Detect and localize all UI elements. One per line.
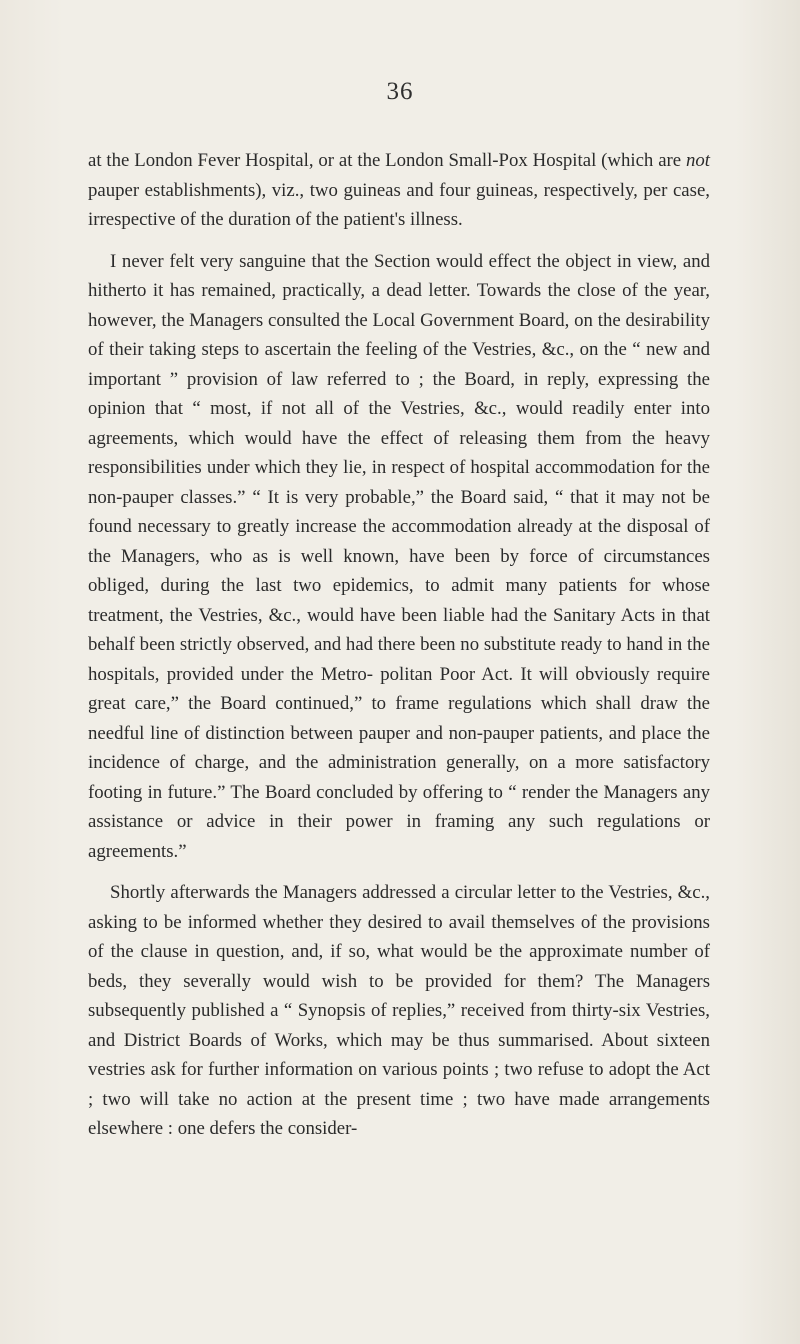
body-text — [88, 146, 710, 1156]
paragraph-2: I never felt very sanguine that the Section would effect the object in view, and hitherto it has remained, practically, a dead letter. Towards the close of the year, however, the Managers consulted the Local Government Board, on the desirability of their taking steps to ascertain the feeling of the Vestries, &c., on the “ new and important ” provision of law referred to ; the Board, in reply, expressing the opinion that “ most, if not all of the Vestries, &c., would readily enter into agreements, which would have the effect of releasing them from the heavy responsibilities under which they lie, in respect of hospital accommodation for the non-pauper classes.” “ It is very probable,” the Board said, “ that it may not be found necessary to greatly increase the accommodation already at the disposal of the Managers, who as is well known, have been by force of circumstances obliged, during the last two epidemics, to admit many patients for whose treatment, the Vestries, &c., would have been liable had the Sanitary Acts in that behalf been strictly observed, and had there been no substitute ready to hand in the hospitals, provided under the Metro- politan Poor Act. It will obviously require great care,” the Board continued,” to frame regulations which shall draw the needful line of distinction between pauper and non-pauper patients, and place the incidence of charge, and the administration generally, on a more satisfactory footing in future.” The Board concluded by offering to “ render the Managers any assistance or advice in their power in framing any such regulations or agreements.” — [88, 250, 710, 862]
paragraph-1 — [88, 146, 710, 235]
paragraph-1-end: pauper establishments), viz., two guineas and four guineas, respectively, per case, irrespective of the duration of the patient's illness. — [88, 179, 710, 230]
paragraph-3: Shortly afterwards the Managers addressed a circular letter to the Vestries, &c., asking to be informed whether they desired to avail themselves of the provisions of the clause in question, and, if so, what would be the approximate number of beds, they severally would wish to be provided for them? The Managers subsequently published a “ Synopsis of replies,” received from thirty-six Vestries, and District Boards of Works, which may be thus summarised. About sixteen vestries ask for further information on various points ; two refuse to adopt the Act ; two will take no action at the present time ; two have made arrangements elsewhere : one defers the consider- — [88, 882, 710, 1139]
paragraph-1-emphasis: not — [686, 150, 710, 171]
page-number: 36 — [386, 78, 414, 105]
paragraph-1-start: at the London Fever Hospital, or at the London Small-Pox Hospital (which are — [88, 150, 686, 171]
